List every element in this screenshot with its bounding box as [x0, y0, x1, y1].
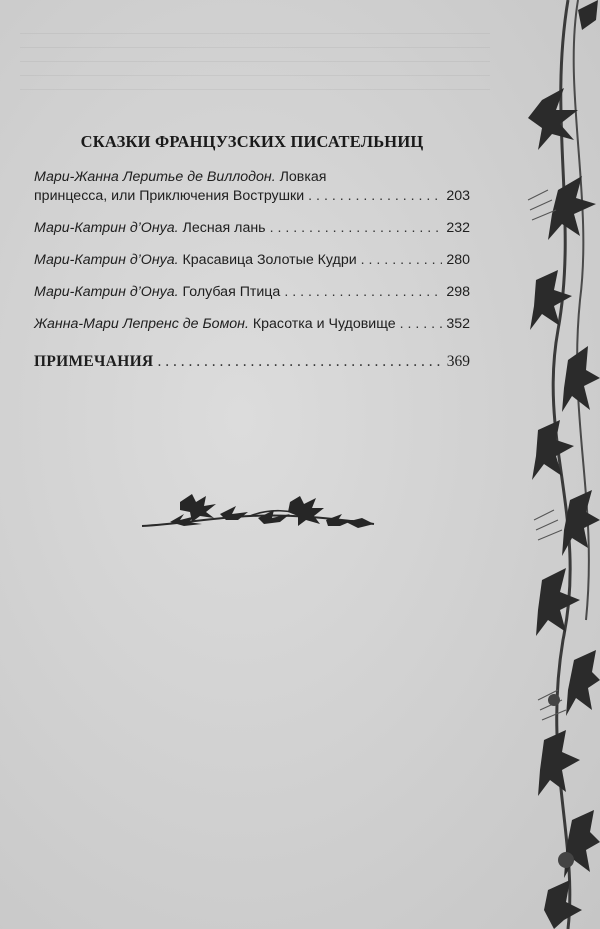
- table-of-contents: [34, 168, 470, 347]
- toc-title: Лесная лань: [182, 220, 266, 236]
- toc-page-number: 352: [446, 316, 470, 332]
- toc-entry-second-line: [34, 187, 470, 206]
- toc-entry: [34, 251, 470, 270]
- toc-author: Мари-Катрин д’Онуа.: [34, 220, 179, 236]
- toc-entry-first-line: [34, 168, 470, 187]
- toc-author: Мари-Катрин д’Онуа.: [34, 252, 179, 268]
- bleed-through-text: [20, 30, 490, 90]
- toc-title-part: принцесса, или Приключения Вострушки: [34, 188, 305, 204]
- notes-page-number: 369: [446, 353, 470, 370]
- dot-leader: [284, 283, 442, 302]
- section-title: СКАЗКИ ФРАНЦУЗСКИХ ПИСАТЕЛЬНИЦ: [80, 132, 424, 151]
- toc-page-number: 280: [446, 252, 470, 268]
- toc-title: Красотка и Чудовище: [252, 316, 396, 332]
- notes-entry: [34, 353, 470, 371]
- toc-author: Мари-Катрин д’Онуа.: [34, 284, 179, 300]
- notes-title: ПРИМЕЧАНИЯ: [34, 353, 154, 370]
- dot-leader: [400, 315, 443, 334]
- dot-leader: [157, 353, 442, 371]
- toc-page-number: 203: [446, 188, 470, 204]
- dot-leader: [270, 219, 443, 238]
- toc-author: Жанна-Мари Лепренс де Бомон.: [34, 316, 249, 332]
- thistle-border-illustration-icon: [508, 0, 600, 929]
- toc-entry: [34, 283, 470, 302]
- toc-entry: [34, 219, 470, 238]
- dot-leader: [308, 187, 442, 206]
- dot-leader: [361, 251, 443, 270]
- toc-entry: [34, 168, 470, 206]
- toc-title-part: Ловкая: [279, 169, 327, 185]
- toc-entry: [34, 315, 470, 334]
- toc-title: Красавица Золотые Кудри: [182, 252, 357, 268]
- toc-page-number: 232: [446, 220, 470, 236]
- thistle-branch-ornament-icon: [140, 488, 376, 538]
- toc-author: Мари-Жанна Леритье де Виллодон.: [34, 169, 276, 185]
- toc-title: Голубая Птица: [182, 284, 281, 300]
- toc-page-number: 298: [446, 284, 470, 300]
